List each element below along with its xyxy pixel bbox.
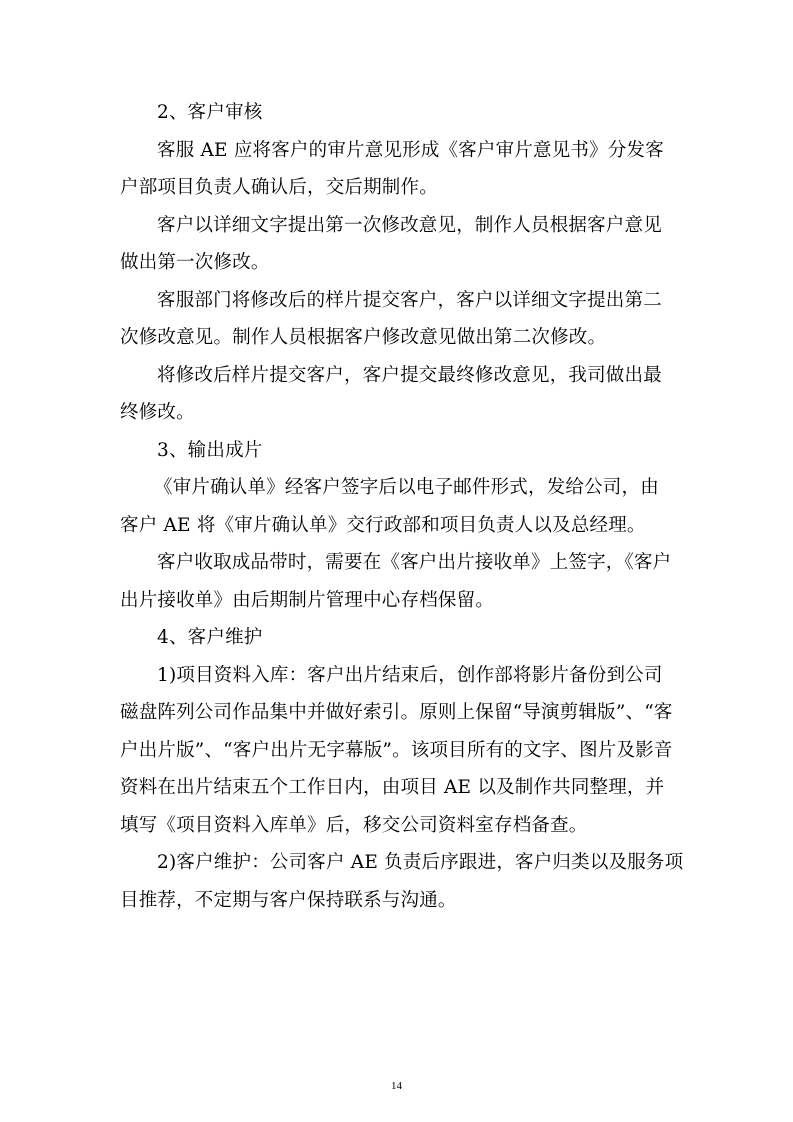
section-heading-output: 3、输出成片 xyxy=(157,439,263,461)
paragraph-line: 将修改后样片提交客户，客户提交最终修改意见，我司做出最 xyxy=(157,364,662,386)
paragraph-line: 客户以详细文字提出第一次修改意见，制作人员根据客户意见 xyxy=(157,214,662,236)
paragraph-line: 户部项目负责人确认后，交后期制作。 xyxy=(120,177,438,198)
section-heading-customer-review: 2、客户审核 xyxy=(157,102,263,123)
paragraph-line: 2)客户维护：公司客户 AE 负责后序跟进，客户归类以及服务项 xyxy=(157,852,684,873)
paragraph-line: 次修改意见。制作人员根据客户修改意见做出第二次修改。 xyxy=(120,327,607,348)
page-number: 14 xyxy=(391,1080,402,1092)
document-body xyxy=(120,94,684,919)
paragraph-line: 客服部门将修改后的样片提交客户，客户以详细文字提出第二 xyxy=(157,289,662,311)
paragraph-line: 终修改。 xyxy=(120,402,195,423)
paragraph-line: 客户收取成品带时，需要在《客户出片接收单》上签字，《客户 xyxy=(157,552,672,573)
paragraph-line: 做出第一次修改。 xyxy=(120,252,270,273)
section-heading-customer-maintenance: 4、客户维护 xyxy=(157,627,263,648)
paragraph-line: 客服 AE 应将客户的审片意见形成《客户审片意见书》分发客 xyxy=(157,139,664,161)
paragraph-line: 目推荐，不定期与客户保持联系与沟通。 xyxy=(120,889,457,911)
paragraph-line: 户出片版”、“客户出片无字幕版”。该项目所有的文字、图片及影音 xyxy=(120,739,673,761)
paragraph-line: 1)项目资料入库：客户出片结束后，创作部将影片备份到公司 xyxy=(157,664,663,686)
paragraph-line: 磁盘阵列公司作品集中并做好索引。原则上保留“导演剪辑版”、“客 xyxy=(120,702,673,723)
paragraph-line: 填写《项目资料入库单》后，移交公司资料室存档备查。 xyxy=(120,814,588,836)
paragraph-line: 资料在出片结束五个工作日内，由项目 AE 以及制作共同整理，并 xyxy=(120,777,665,798)
paragraph-line: 《审片确认单》经客户签字后以电子邮件形式，发给公司，由 xyxy=(154,477,659,498)
paragraph-line: 客户 AE 将《审片确认单》交行政部和项目负责人以及总经理。 xyxy=(120,514,646,536)
paragraph-line: 出片接收单》由后期制片管理中心存档保留。 xyxy=(120,589,495,611)
